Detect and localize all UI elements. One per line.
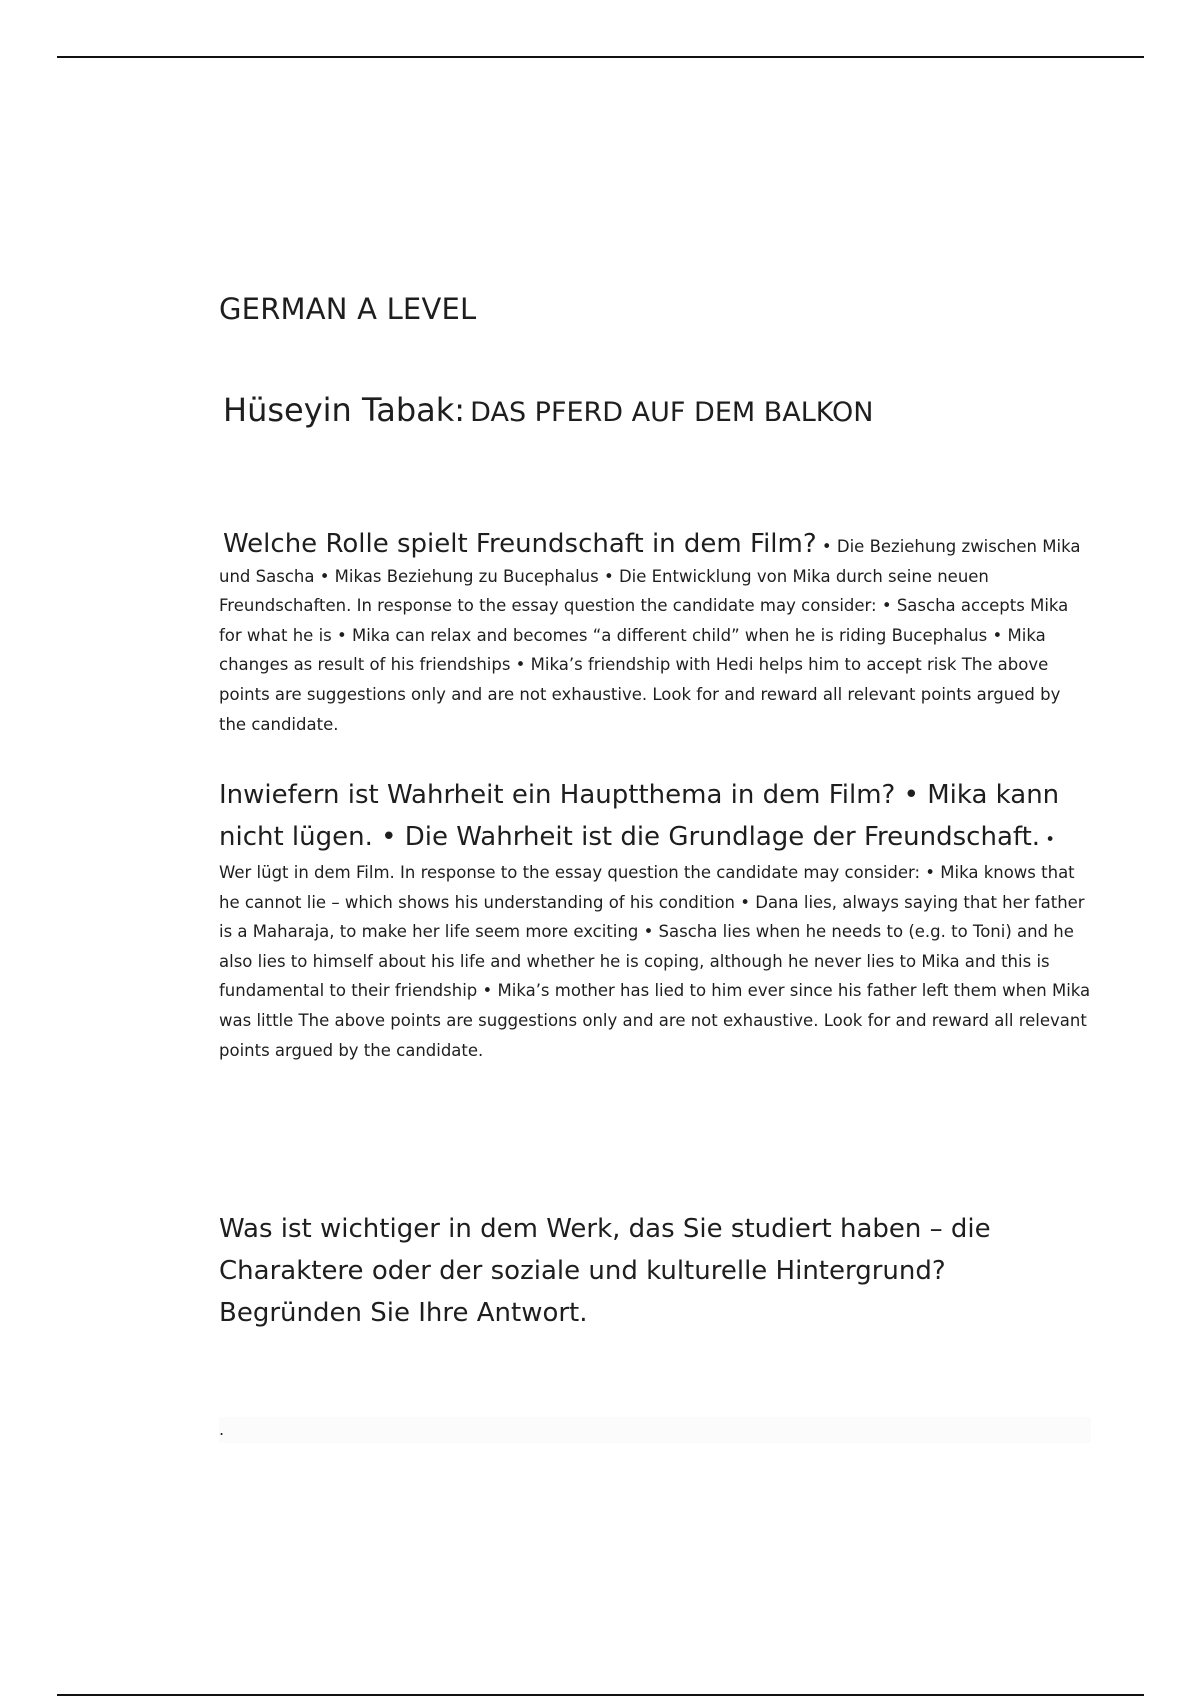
level-heading: GERMAN A LEVEL — [219, 292, 477, 326]
film-heading — [223, 391, 873, 429]
question-2-block — [219, 774, 1091, 1065]
trailing-mark: . — [219, 1417, 1091, 1443]
bottom-rule — [57, 1694, 1144, 1696]
question-2-body: • Wer lügt in dem Film. In response to the essay question the candidate may consider: • Mika knows that he cannot lie – which shows his understanding of his condition • Dana lies, always saying that her father is a Maharaja, to make her life seem more exciting • Sascha lies when he needs to (e.g. to Toni) and he also lies to himself about his life and whether he is coping, although he never lies to Mika and this is fundamental to their friendship • Mika’s mother has lied to him ever since his father left them when Mika was little The above points are suggestions only and are not exhaustive. Look for and reward all relevant points argued by the candidate. — [219, 830, 1091, 1060]
question-2-lead: Inwiefern ist Wahrheit ein Hauptthema in dem Film? • Mika kann nicht lügen. • Die Wahrheit ist die Grundlage der Freundschaft. — [219, 780, 1060, 852]
question-1-block — [219, 530, 1091, 739]
question-1-body: • Die Beziehung zwischen Mika und Sascha • Mikas Beziehung zu Bucephalus • Die Entwicklung von Mika durch seine neuen Freundschaften. In response to the essay question the candidate may consider: • Sascha accepts Mika for what he is • Mika can relax and becomes “a different child” when he is riding Bucephalus • Mika changes as result of his friendships • Mika’s friendship with Hedi helps him to accept risk The above points are suggestions only and are not exhaustive. Look for and reward all relevant points argued by the candidate. — [219, 537, 1081, 734]
film-title: DAS PFERD AUF DEM BALKON — [470, 397, 874, 428]
film-author: Hüseyin Tabak: — [223, 391, 466, 429]
question-1-lead: Welche Rolle spielt Freundschaft in dem Film? — [223, 529, 817, 559]
top-rule — [57, 56, 1144, 58]
question-3: Was ist wichtiger in dem Werk, das Sie studiert haben – die Charaktere oder der soziale und kulturelle Hintergrund? Begründen Sie Ihre Antwort. — [219, 1214, 991, 1328]
